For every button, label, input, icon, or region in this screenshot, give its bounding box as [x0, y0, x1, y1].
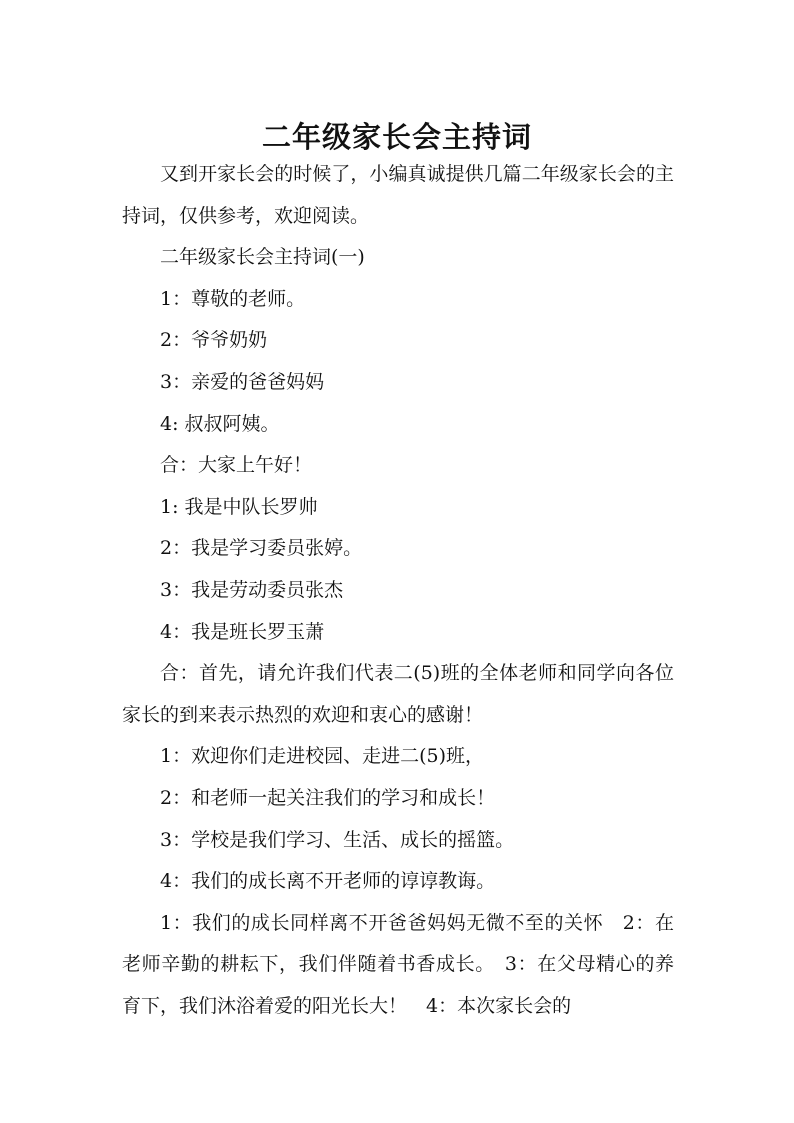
paragraph: 2：爷爷奶奶 [160, 329, 268, 352]
paragraph: 1：欢迎你们走进校园、走进二(5)班， [160, 745, 485, 768]
paragraph: 2：和老师一起关注我们的学习和成长！ [160, 786, 496, 809]
paragraph: 4：我们的成长离不开老师的谆谆教诲。 [160, 870, 496, 893]
document-title: 二年级家长会主持词 [261, 120, 532, 155]
paragraph-section-heading: 二年级家长会主持词(一) [160, 246, 365, 269]
paragraph: 合：大家上午好！ [160, 454, 313, 477]
paragraph-intro: 又到开家长会的时候了，小编真诚提供几篇二年级家长会的主持词，仅供参考，欢迎阅读。 [122, 163, 674, 227]
paragraph: 1：尊敬的老师。 [160, 287, 306, 310]
document-body [122, 154, 674, 1027]
paragraph: 4：我是班长罗玉萧 [160, 620, 325, 643]
paragraph: 4: 叔叔阿姨。 [160, 412, 280, 435]
paragraph: 1: 我是中队长罗帅 [160, 495, 318, 518]
paragraph: 1：我们的成长同样离不开爸爸妈妈无微不至的关怀 2：在老师辛勤的耕耘下，我们伴随着书香成长。 3：在父母精心的养育下，我们沐浴着爱的阳光长大！ 4：本次家长会的 [122, 911, 674, 1017]
paragraph: 3：学校是我们学习、生活、成长的摇篮。 [160, 828, 515, 851]
paragraph: 2：我是学习委员张婷。 [160, 537, 363, 560]
paragraph: 3：我是劳动委员张杰 [160, 578, 344, 601]
paragraph: 3：亲爱的爸爸妈妈 [160, 370, 325, 393]
paragraph: 合：首先，请允许我们代表二(5)班的全体老师和同学向各位家长的到来表示热烈的欢迎和衷心的感谢！ [122, 662, 674, 726]
